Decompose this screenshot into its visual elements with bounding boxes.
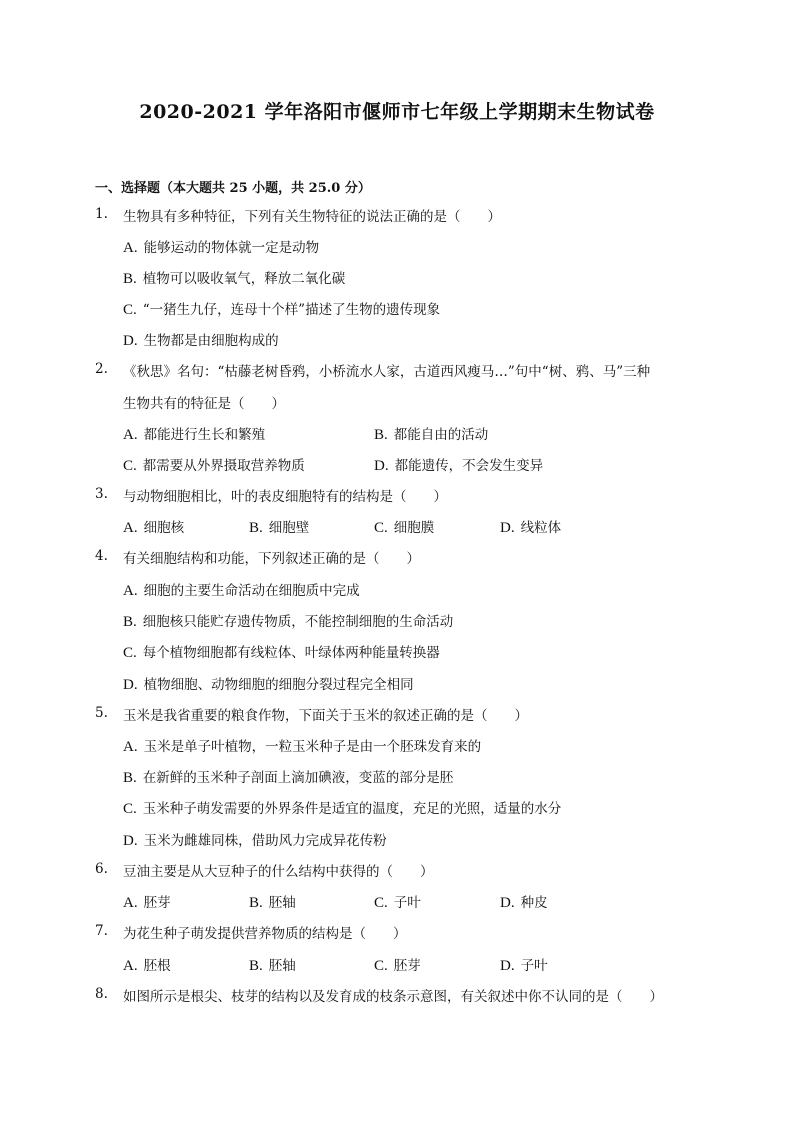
option-d <box>500 891 548 912</box>
option-letter: D. <box>123 333 138 349</box>
option-c <box>123 797 561 818</box>
option-c <box>374 891 421 912</box>
question-number: 5. <box>95 705 108 721</box>
option-letter: A. <box>123 958 138 974</box>
option-letter: D. <box>123 677 138 693</box>
option-text: 都能遗传，不会发生变异 <box>394 458 544 474</box>
option-b <box>123 267 345 288</box>
option-text: 胚轴 <box>268 958 296 974</box>
option-text: 细胞的主要生命活动在细胞质中完成 <box>143 583 360 599</box>
option-letter: C. <box>374 958 388 974</box>
question-number: 7. <box>95 923 108 939</box>
option-c <box>123 298 440 319</box>
option-text: 胚根 <box>143 958 171 974</box>
question-number: 4. <box>95 548 108 564</box>
option-a <box>123 516 184 537</box>
option-text: “一猪生九仔，连母十个样”描述了生物的遗传现象 <box>142 302 441 318</box>
question-text: 玉米是我省重要的粮食作物，下面关于玉米的叙述正确的是（ ） <box>123 708 528 724</box>
option-text: 都能自由的活动 <box>393 427 489 443</box>
question-text: 豆油主要是从大豆种子的什么结构中获得的（ ） <box>123 864 434 880</box>
option-letter: D. <box>500 520 515 536</box>
question-text: 为花生种子萌发提供营养物质的结构是（ ） <box>123 926 407 942</box>
question-number: 2. <box>95 361 108 377</box>
option-letter: C. <box>374 895 388 911</box>
option-letter: C. <box>123 645 137 661</box>
option-letter: D. <box>500 958 515 974</box>
question-number: 1. <box>95 206 108 222</box>
option-letter: D. <box>500 895 515 911</box>
option-letter: C. <box>123 458 137 474</box>
option-a <box>123 891 171 912</box>
option-letter: C. <box>374 520 388 536</box>
option-letter: B. <box>123 770 137 786</box>
option-b <box>249 891 296 912</box>
question-text: 与动物细胞相比，叶的表皮细胞特有的结构是（ ） <box>123 489 447 505</box>
option-d <box>374 454 543 475</box>
option-text: 细胞核 <box>143 520 185 536</box>
question-text: 生物共有的特征是（ ） <box>123 396 285 412</box>
question-text: 《秋思》名句：“枯藤老树昏鸦，小桥流水人家，古道西风瘦马…”句中“树、鸦、马”三种 <box>123 364 651 380</box>
option-d <box>123 673 414 694</box>
option-letter: B. <box>123 271 137 287</box>
option-c <box>374 954 421 975</box>
option-text: 在新鲜的玉米种子剖面上滴加碘液，变蓝的部分是胚 <box>142 770 454 786</box>
option-d <box>123 329 279 350</box>
option-b <box>374 423 488 444</box>
option-text: 植物细胞、动物细胞的细胞分裂过程完全相同 <box>143 677 414 693</box>
option-text: 玉米是单子叶植物，一粒玉米种子是由一个胚珠发育来的 <box>143 739 482 755</box>
option-text: 种皮 <box>520 895 548 911</box>
option-letter: B. <box>249 895 263 911</box>
option-text: 玉米种子萌发需要的外界条件是适宜的温度，充足的光照，适量的水分 <box>142 801 562 817</box>
option-b <box>123 766 453 787</box>
option-text: 子叶 <box>393 895 421 911</box>
question-number: 3. <box>95 486 108 502</box>
option-text: 线粒体 <box>520 520 562 536</box>
option-letter: B. <box>374 427 388 443</box>
option-letter: A. <box>123 427 138 443</box>
option-letter: A. <box>123 739 138 755</box>
option-d <box>500 516 561 537</box>
question-text: 有关细胞结构和功能，下列叙述正确的是（ ） <box>123 551 420 567</box>
option-a <box>123 236 319 257</box>
option-letter: D. <box>123 833 138 849</box>
option-text: 玉米为雌雄同株，借助风力完成异花传粉 <box>143 833 387 849</box>
option-d <box>500 954 548 975</box>
question-number: 6. <box>95 861 108 877</box>
option-text: 都能进行生长和繁殖 <box>143 427 266 443</box>
option-a <box>123 735 481 756</box>
page-title: 2020-2021 学年洛阳市偃师市七年级上学期期末生物试卷 <box>139 101 655 123</box>
option-c <box>374 516 434 537</box>
option-text: 细胞膜 <box>393 520 435 536</box>
option-text: 生物都是由细胞构成的 <box>143 333 279 349</box>
question-text: 如图所示是根尖、枝芽的结构以及发育成的枝条示意图，有关叙述中你不认同的是（ ） <box>123 989 663 1005</box>
question-text: 生物具有多种特征，下列有关生物特征的说法正确的是（ ） <box>123 209 501 225</box>
option-a <box>123 954 171 975</box>
option-text: 胚芽 <box>143 895 171 911</box>
option-text: 都需要从外界摄取营养物质 <box>142 458 305 474</box>
option-letter: A. <box>123 583 138 599</box>
option-letter: A. <box>123 520 138 536</box>
option-text: 细胞核只能贮存遗传物质，不能控制细胞的生命活动 <box>142 614 454 630</box>
section-heading: 一、选择题（本大题共 25 小题，共 25.0 分） <box>95 181 371 196</box>
option-b <box>249 516 309 537</box>
option-letter: B. <box>249 958 263 974</box>
option-c <box>123 641 440 662</box>
option-letter: B. <box>249 520 263 536</box>
option-text: 能够运动的物体就一定是动物 <box>143 240 320 256</box>
option-b <box>249 954 296 975</box>
option-letter: C. <box>123 302 137 318</box>
option-text: 细胞壁 <box>268 520 310 536</box>
option-text: 胚轴 <box>268 895 296 911</box>
option-letter: D. <box>374 458 389 474</box>
option-c <box>123 454 305 475</box>
option-text: 每个植物细胞都有线粒体、叶绿体两种能量转换器 <box>142 645 440 661</box>
option-d <box>123 829 387 850</box>
option-text: 植物可以吸收氧气，释放二氧化碳 <box>142 271 346 287</box>
option-text: 胚芽 <box>393 958 421 974</box>
option-a <box>123 423 265 444</box>
option-letter: B. <box>123 614 137 630</box>
option-a <box>123 579 360 600</box>
option-letter: A. <box>123 240 138 256</box>
option-letter: A. <box>123 895 138 911</box>
question-number: 8. <box>95 986 108 1002</box>
option-letter: C. <box>123 801 137 817</box>
option-b <box>123 610 453 631</box>
option-text: 子叶 <box>520 958 548 974</box>
